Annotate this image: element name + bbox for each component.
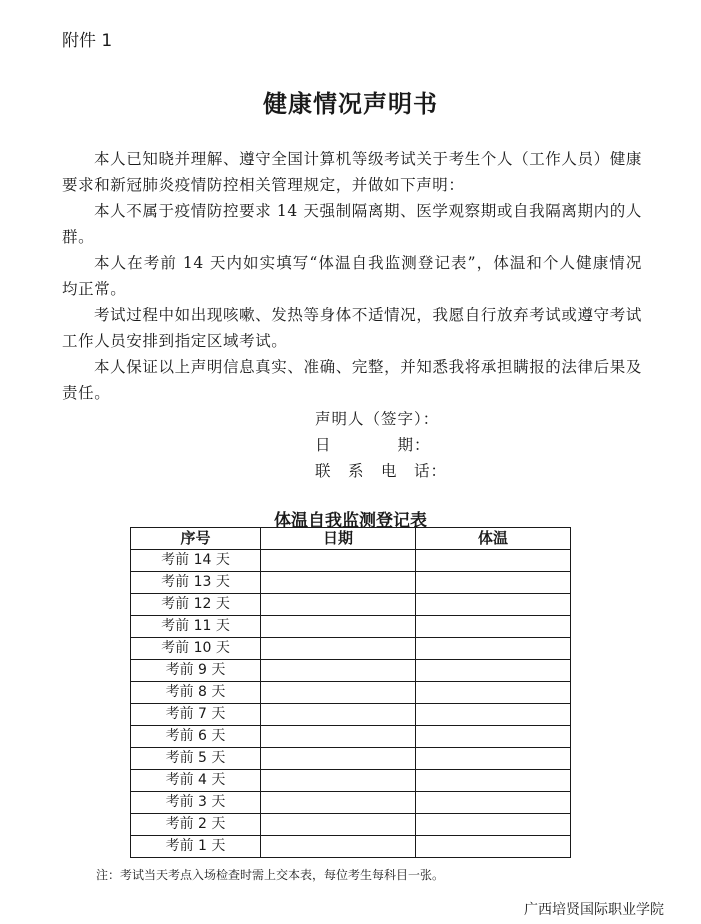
date-label: 日 期：: [315, 436, 431, 454]
temperature-entry-cell[interactable]: [416, 638, 571, 660]
temperature-entry-cell[interactable]: [416, 792, 571, 814]
declaration-paragraph-2: 本人不属于疫情防控要求 14 天强制隔离期、医学观察期或自我隔离期内的人群。: [62, 202, 642, 246]
table-row: [131, 748, 571, 770]
table-header-row: [131, 528, 571, 550]
temperature-entry-cell[interactable]: [416, 550, 571, 572]
temperature-entry-cell[interactable]: [416, 594, 571, 616]
row-sequence-cell: 考前 1 天: [131, 836, 261, 858]
row-sequence-cell: 考前 3 天: [131, 792, 261, 814]
declaration-paragraph-1: 本人已知晓并理解、遵守全国计算机等级考试关于考生个人（工作人员）健康要求和新冠肺炎疫情防控相关管理规定，并做如下声明：: [62, 150, 642, 194]
table-row: [131, 792, 571, 814]
temperature-entry-cell[interactable]: [416, 704, 571, 726]
temperature-entry-cell[interactable]: [416, 748, 571, 770]
date-entry-cell[interactable]: [261, 704, 416, 726]
date-entry-cell[interactable]: [261, 770, 416, 792]
row-sequence-cell: 考前 7 天: [131, 704, 261, 726]
date-entry-cell[interactable]: [261, 594, 416, 616]
temperature-log-table: [130, 527, 571, 858]
temperature-entry-cell[interactable]: [416, 682, 571, 704]
table-body: [131, 550, 571, 858]
table-row: [131, 682, 571, 704]
row-sequence-cell: 考前 5 天: [131, 748, 261, 770]
table-row: [131, 814, 571, 836]
temperature-entry-cell[interactable]: [416, 726, 571, 748]
table-row: [131, 550, 571, 572]
row-sequence-cell: 考前 13 天: [131, 572, 261, 594]
row-sequence-cell: 考前 4 天: [131, 770, 261, 792]
declaration-paragraph-4: 考试过程中如出现咳嗽、发热等身体不适情况，我愿自行放弃考试或遵守考试工作人员安排到指定区域考试。: [62, 306, 642, 350]
date-entry-cell[interactable]: [261, 638, 416, 660]
temperature-entry-cell[interactable]: [416, 770, 571, 792]
table-row: [131, 638, 571, 660]
date-entry-cell[interactable]: [261, 616, 416, 638]
row-sequence-cell: 考前 9 天: [131, 660, 261, 682]
row-sequence-cell: 考前 2 天: [131, 814, 261, 836]
temperature-entry-cell[interactable]: [416, 572, 571, 594]
table-row: [131, 660, 571, 682]
date-entry-cell[interactable]: [261, 682, 416, 704]
row-sequence-cell: 考前 14 天: [131, 550, 261, 572]
table-row: [131, 572, 571, 594]
footnote: 注：考试当天考点入场检查时需上交本表，每位考生每科目一张。: [96, 868, 445, 882]
table-row: [131, 704, 571, 726]
header-date: 日期: [261, 528, 416, 550]
date-entry-cell[interactable]: [261, 726, 416, 748]
table-row: [131, 836, 571, 858]
row-sequence-cell: 考前 8 天: [131, 682, 261, 704]
date-entry-cell[interactable]: [261, 660, 416, 682]
date-entry-cell[interactable]: [261, 550, 416, 572]
temperature-entry-cell[interactable]: [416, 814, 571, 836]
table-row: [131, 616, 571, 638]
declaration-paragraph-3: 本人在考前 14 天内如实填写“体温自我监测登记表”，体温和个人健康情况均正常。: [62, 254, 642, 298]
temperature-entry-cell[interactable]: [416, 616, 571, 638]
phone-label: 联 系 电 话：: [315, 462, 448, 480]
temperature-entry-cell[interactable]: [416, 836, 571, 858]
attachment-label: 附件 1: [62, 31, 113, 51]
signature-label: 声明人（签字）：: [315, 410, 440, 428]
row-sequence-cell: 考前 10 天: [131, 638, 261, 660]
date-entry-cell[interactable]: [261, 572, 416, 594]
header-temperature: 体温: [416, 528, 571, 550]
date-entry-cell[interactable]: [261, 748, 416, 770]
date-entry-cell[interactable]: [261, 792, 416, 814]
row-sequence-cell: 考前 12 天: [131, 594, 261, 616]
temperature-entry-cell[interactable]: [416, 660, 571, 682]
row-sequence-cell: 考前 6 天: [131, 726, 261, 748]
row-sequence-cell: 考前 11 天: [131, 616, 261, 638]
table-row: [131, 726, 571, 748]
organization-name: 广西培贤国际职业学院: [524, 902, 664, 918]
date-entry-cell[interactable]: [261, 836, 416, 858]
declaration-paragraph-5: 本人保证以上声明信息真实、准确、完整，并知悉我将承担瞒报的法律后果及责任。: [62, 358, 642, 402]
table-row: [131, 594, 571, 616]
table-row: [131, 770, 571, 792]
document-title: 健康情况声明书: [263, 89, 438, 118]
date-entry-cell[interactable]: [261, 814, 416, 836]
table-title: 体温自我监测登记表: [274, 511, 427, 531]
header-sequence: 序号: [131, 528, 261, 550]
